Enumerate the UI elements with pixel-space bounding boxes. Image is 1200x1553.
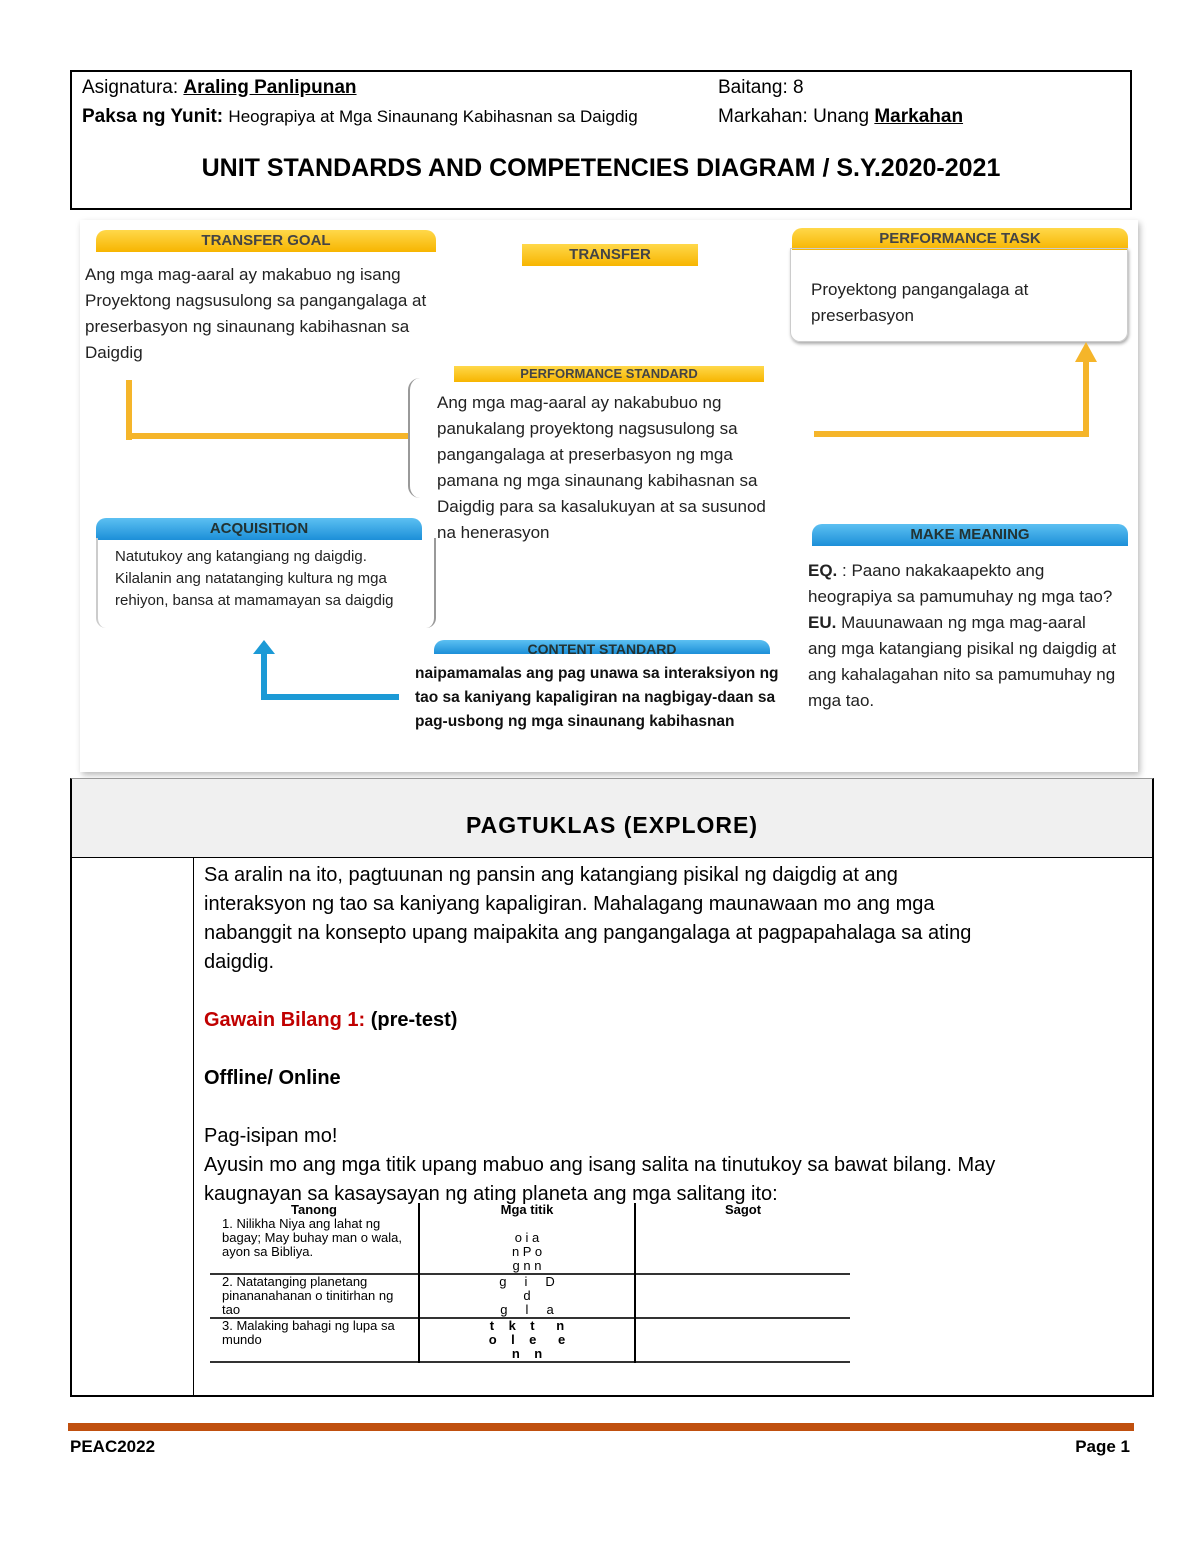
explore-title: PAGTUKLAS (EXPLORE) <box>72 779 1152 858</box>
question-text: 1. Nilikha Niya ang lahat ng bagay; May buhay man o wala, ayon sa Bibliya. <box>222 1216 402 1259</box>
asignatura-value: Araling Panlipunan <box>183 77 357 98</box>
make-meaning-label: MAKE MEANING <box>812 524 1128 546</box>
competencies-diagram <box>80 220 1138 772</box>
answer-cell[interactable] <box>635 1274 850 1318</box>
eq-text: : Paano nakakaapekto ang heograpiya sa pamumuhay ng mga tao? <box>808 561 1113 606</box>
letters-line: g l a <box>500 1302 554 1317</box>
transfer-label: TRANSFER <box>522 244 698 266</box>
letters-line: g i D <box>499 1274 555 1289</box>
markahan-value-2: Markahan <box>874 106 964 127</box>
letters-line: o i a <box>514 1230 540 1245</box>
transfer-goal-label: TRANSFER GOAL <box>96 230 436 252</box>
connector-line <box>126 433 408 439</box>
acquisition-text: Natutukoy ang katangiang ng daigdig. Kilalanin ang natatanging kultura ng mga rehiyon, bansa at mamamayan sa daigdig <box>115 548 394 609</box>
asignatura-label: Asignatura: <box>82 77 179 98</box>
connector-line <box>261 694 399 700</box>
question-table <box>210 1203 850 1363</box>
eq-label: EQ. <box>808 561 838 580</box>
performance-standard-text: Ang mga mag-aaral ay nakabubuo ng panukalang proyektong nagsusulong sa pangangalaga at preserbasyon ng mga pamana ng mga sinaunang kabihasnan sa Daigdig para sa kasalukuyan at sa susunod na henerasyon <box>437 393 766 542</box>
question-text: 2. Natatanging planetang pinananahanan o tinitirhan ng tao <box>222 1274 394 1317</box>
instructions-text: Ayusin mo ang mga titik upang mabuo ang isang salita na tinutukoy sa bawat bilang. May kaugnayan sa kasaysayan ng ating planeta ang mga salitang ito: <box>204 1154 996 1205</box>
transfer-goal-text: Ang mga mag-aaral ay makabuo ng isang Proyektong nagsusulong sa pangangalaga at preserbasyon ng sinaunang kabihasnan sa Daigdig <box>85 265 427 362</box>
footer-left-text: PEAC2022 <box>70 1437 156 1456</box>
make-meaning-text <box>808 558 1118 714</box>
performance-standard-label: PERFORMANCE STANDARD <box>454 366 764 382</box>
content-standard-label: CONTENT STANDARD <box>434 640 770 654</box>
performance-task-text: Proyektong pangangalaga at preserbasyon <box>811 280 1029 325</box>
mode-text: Offline/ Online <box>204 1067 341 1089</box>
header-mga-titik: Mga titik <box>419 1203 635 1217</box>
prompt-text: Pag-isipan mo! <box>204 1125 338 1147</box>
arrow-up-icon <box>253 640 275 654</box>
explore-body <box>204 861 1004 1209</box>
explore-section <box>70 778 1154 1397</box>
paksa-label: Paksa ng Yunit: <box>82 106 224 127</box>
markahan-value: Unang <box>813 106 870 127</box>
header-box <box>70 70 1132 210</box>
content-standard-text: naipamamalas ang pag unawa sa interaksiyon ng tao sa kaniyang kapaligiran na nagbigay-daan sa pag-usbong ng mga sinaunang kabihasnan <box>415 665 779 730</box>
intro-text: Sa aralin na ito, pagtuunan ng pansin ang katangiang pisikal ng daigdig at ang interaksyon ng tao sa kaniyang kapaligiran. Mahalagang maunawaan mo ang mga nabanggit na konsepto upang maipakita ang pangangalaga at pagpapahalaga sa ating daigdig. <box>204 864 972 973</box>
answer-cell[interactable] <box>635 1318 850 1362</box>
markahan-label: Markahan: <box>718 106 808 127</box>
letters-cell <box>419 1217 635 1274</box>
paksa-line <box>82 106 638 128</box>
header-tanong: Tanong <box>291 1202 337 1217</box>
gawain-label: Gawain Bilang 1: <box>204 1009 366 1031</box>
performance-task-label: PERFORMANCE TASK <box>792 228 1128 250</box>
letters-line: g n n <box>512 1258 542 1273</box>
letters-line: o l e e <box>488 1332 566 1347</box>
letters-line: n P o <box>511 1244 543 1259</box>
table-row <box>210 1274 850 1318</box>
connector-line <box>1083 360 1089 437</box>
acquisition-label: ACQUISITION <box>96 518 422 540</box>
asignatura-line <box>82 77 357 99</box>
connector-line <box>814 431 1088 437</box>
letters-cell <box>419 1318 635 1362</box>
markahan-line <box>718 106 963 128</box>
letters-line: n n <box>511 1346 543 1361</box>
paksa-value: Heograpiya at Mga Sinaunang Kabihasnan sa Daigdig <box>228 107 638 126</box>
eu-text: Mauunawaan ng mga mag-aaral ang mga katangiang pisikal ng daigdig at ang kahalagahan nito sa pamumuhay ng mga tao. <box>808 613 1117 710</box>
document-title: UNIT STANDARDS AND COMPETENCIES DIAGRAM / S.Y.2020-2021 <box>201 154 1001 182</box>
connector-line <box>126 380 132 440</box>
baitang-label: Baitang: <box>718 77 788 98</box>
baitang-line <box>718 77 804 99</box>
letters-line: d <box>523 1288 531 1303</box>
connector-line <box>261 650 267 700</box>
baitang-value: 8 <box>793 77 804 98</box>
question-text: 3. Malaking bahagi ng lupa sa mundo <box>222 1318 395 1347</box>
gawain-note: (pre-test) <box>370 1009 458 1031</box>
table-row <box>210 1318 850 1362</box>
arrow-up-icon <box>1075 342 1097 362</box>
header-sagot: Sagot <box>635 1203 850 1217</box>
footer-bar <box>68 1423 1134 1431</box>
letters-line: t k t n <box>489 1318 565 1333</box>
answer-cell[interactable] <box>635 1217 850 1274</box>
page-number: Page 1 <box>1075 1437 1130 1456</box>
letters-cell <box>419 1274 635 1318</box>
eu-label: EU. <box>808 613 837 632</box>
table-row <box>210 1217 850 1274</box>
column-divider <box>193 857 194 1395</box>
